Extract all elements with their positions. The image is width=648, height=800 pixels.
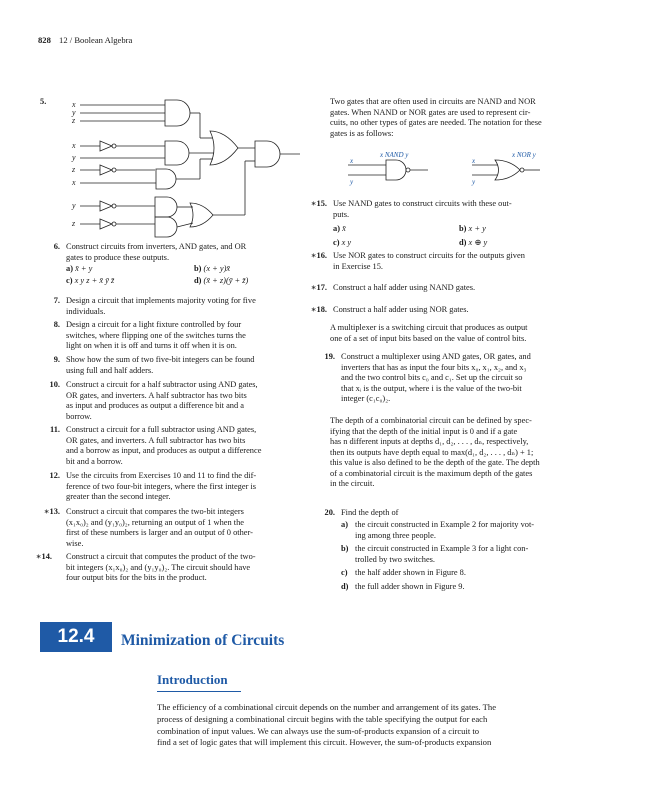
nand-gate-shape xyxy=(386,160,406,180)
nor-gate-shape xyxy=(495,160,520,180)
running-title: 12 / Boolean Algebra xyxy=(59,35,133,45)
svg-text:y: y xyxy=(472,178,476,186)
fig5-input: y xyxy=(72,108,76,117)
nand-nor-intro: Two gates that are often used in circuits are NAND and NOR gates. When NAND or NOR gates are used to represent cir- cuits, no other types of gates are needed. The notation for these gates is as follows: xyxy=(330,97,542,138)
fig5-input: z xyxy=(72,165,76,174)
svg-text:y: y xyxy=(350,178,354,186)
fig5-input: x xyxy=(72,100,76,109)
section-title: Minimization of Circuits xyxy=(121,632,285,649)
section-number: 12.4 xyxy=(40,622,112,652)
fig5-input: z xyxy=(72,219,76,228)
svg-text:x: x xyxy=(472,157,476,165)
page-number: 828 xyxy=(38,35,51,45)
subsection-title: Introduction xyxy=(157,672,228,687)
fig5-input: y xyxy=(72,153,76,162)
fig5-input: x xyxy=(72,178,76,187)
fig5-input: z xyxy=(72,116,76,125)
svg-text:x: x xyxy=(350,157,354,165)
depth-definition: The depth of a combinatorial circuit can be defined by spec- ifying that the depth of the initial input is 0 and if a gate has n different inputs at depths d₁, d₂, . . . , dₙ, respectively, then its outputs have depth equal to max(d₁, d₂, . . . , dₙ) + 1; this value is also defined to be the depth of the gate. The depth of a combinatorial circuit is the maximum depth of the gates in the circuit. xyxy=(330,416,540,488)
multiplexer-definition: A multiplexer is a switching circuit that produces as output one of a set of input bits based on the value of control bits. xyxy=(330,323,528,343)
and-gate-top xyxy=(165,100,190,126)
fig5-input: y xyxy=(72,201,76,210)
page-header xyxy=(38,35,132,45)
nand-nor-gate-figure xyxy=(340,148,580,188)
svg-text:x NAND y: x NAND y xyxy=(380,151,409,159)
svg-text:x NOR y: x NOR y xyxy=(512,151,536,159)
exercise-5-circuit-figure xyxy=(60,93,310,253)
fig5-input: x xyxy=(72,141,76,150)
exercise-5-number: 5. xyxy=(40,97,47,106)
subsection-underline xyxy=(157,691,241,692)
body-paragraph: The efficiency of a combinational circuit depends on the number and arrangement of its gates. The process of designing a combinational circuit begins with the table specifying the output for each combination of input values. We can always use the sum-of-products expansion of a circuit to find a set of logic gates that will implement this circuit. However, the sum-of-products expansion xyxy=(157,702,497,748)
